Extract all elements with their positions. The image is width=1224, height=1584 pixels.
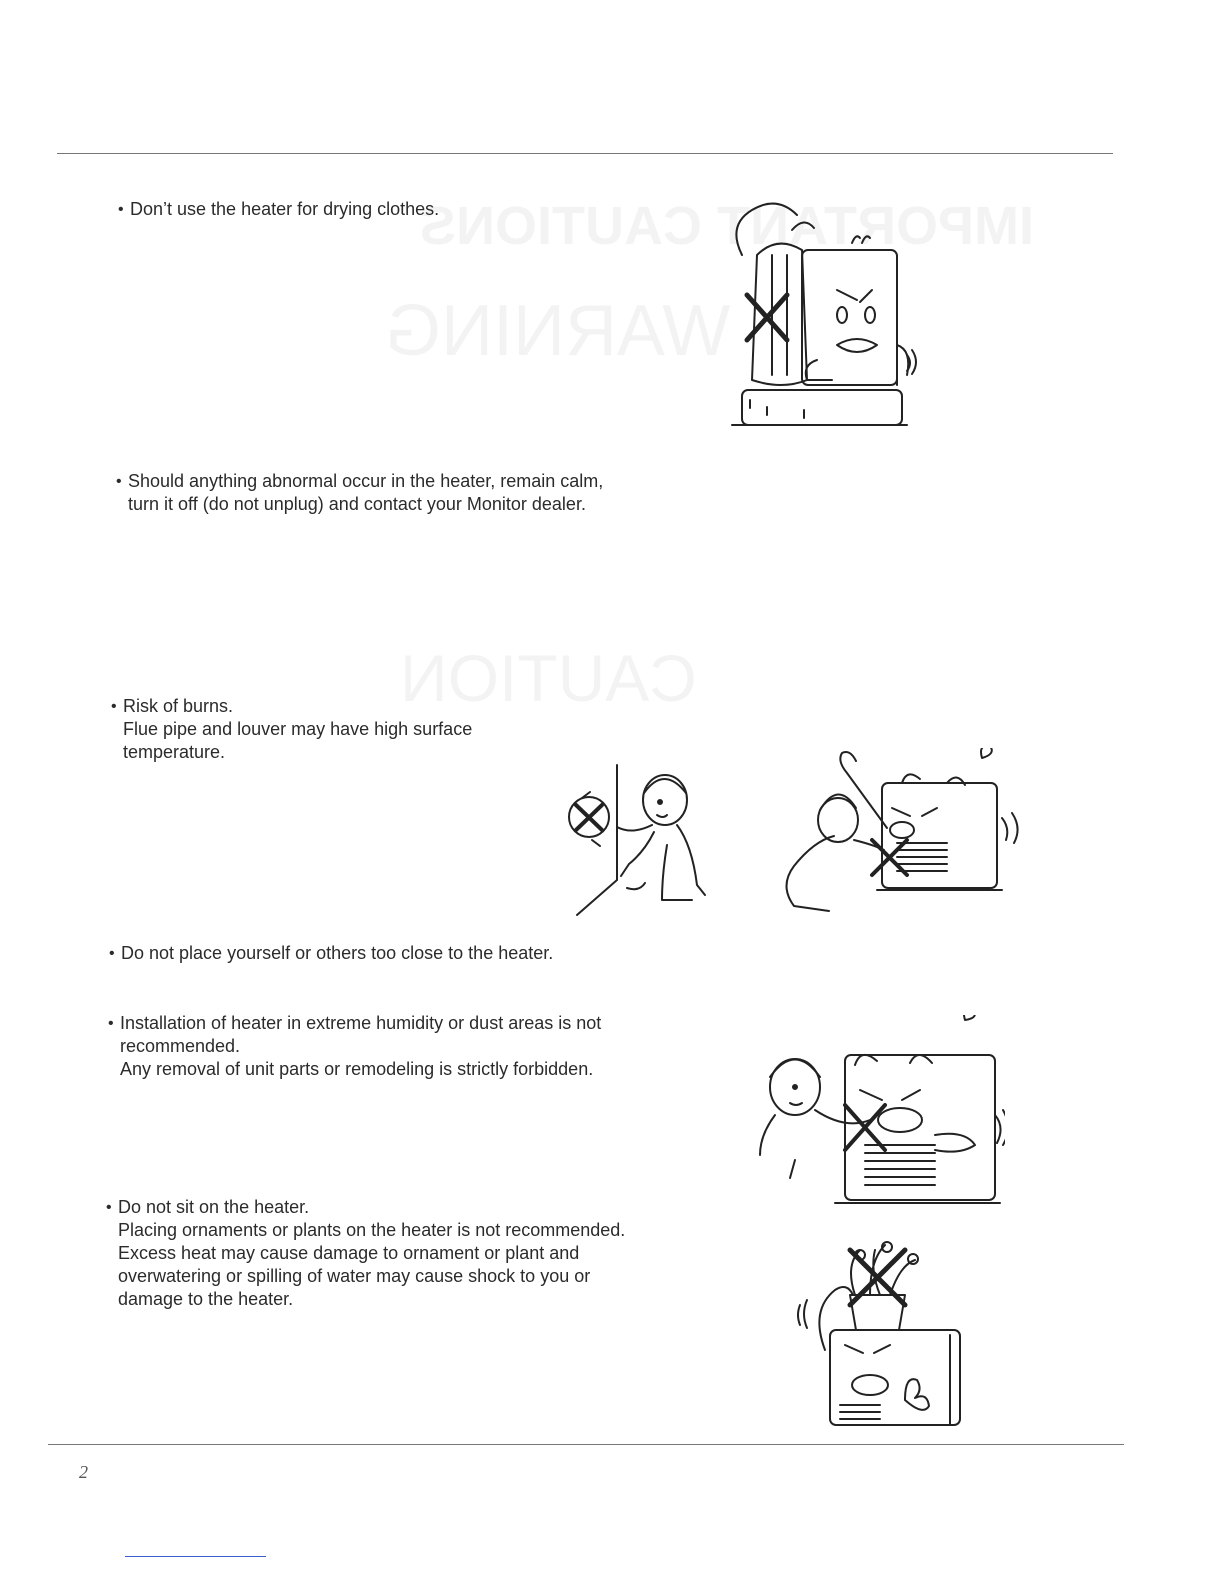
child-touching-flue-pipe-illustration	[562, 760, 712, 920]
bullet: •	[116, 473, 122, 490]
caution-text-line: damage to the heater.	[118, 1289, 294, 1309]
bullet: •	[108, 1015, 114, 1032]
bottom-rule	[48, 1444, 1124, 1445]
caution-text-line: Should anything abnormal occur in the heater, remain calm,	[128, 471, 604, 491]
caution-text-line: turn it off (do not unplug) and contact your Monitor dealer.	[128, 494, 586, 514]
caution-text-line: Risk of burns.	[123, 696, 234, 716]
person-removing-parts-prohibited-illustration	[755, 1015, 1005, 1210]
caution-text-line: Placing ornaments or plants on the heater is not recommended.	[118, 1220, 626, 1240]
bottom-link-underline[interactable]	[125, 1556, 266, 1557]
bullet: •	[106, 1199, 112, 1216]
caution-text-line: Do not sit on the heater.	[118, 1197, 310, 1217]
bullet: •	[109, 945, 115, 962]
caution-text-line: Installation of heater in extreme humidity or dust areas is not	[120, 1013, 602, 1033]
caution-text-line: Do not place yourself or others too close to the heater.	[121, 943, 554, 963]
plant-on-heater-prohibited-illustration	[795, 1235, 975, 1430]
caution-text-line: temperature.	[123, 742, 226, 762]
caution-installation	[108, 1012, 602, 1081]
heater-drying-clothes-prohibited-illustration	[712, 195, 922, 440]
ghost-warning-text	[385, 290, 730, 372]
caution-text-line: Flue pipe and louver may have high surface	[123, 719, 473, 739]
caution-text-line: Don’t use the heater for drying clothes.	[130, 199, 440, 219]
bullet: •	[118, 201, 124, 218]
child-touching-louver-illustration	[772, 748, 1022, 918]
caution-text-line: overwatering or spilling of water may cause shock to you or	[118, 1266, 591, 1286]
caution-risk-of-burns	[111, 695, 473, 764]
bullet: •	[111, 698, 117, 715]
top-rule	[57, 153, 1113, 154]
caution-text-line: Any removal of unit parts or remodeling is strictly forbidden.	[120, 1059, 594, 1079]
caution-text-line: recommended.	[120, 1036, 241, 1056]
caution-drying-clothes	[118, 198, 440, 221]
caution-do-not-sit	[106, 1196, 626, 1311]
caution-abnormal-operation	[116, 470, 604, 516]
caution-keep-distance	[109, 942, 554, 965]
caution-text-line: Excess heat may cause damage to ornament or plant and	[118, 1243, 580, 1263]
page-number: 2	[79, 1462, 88, 1482]
